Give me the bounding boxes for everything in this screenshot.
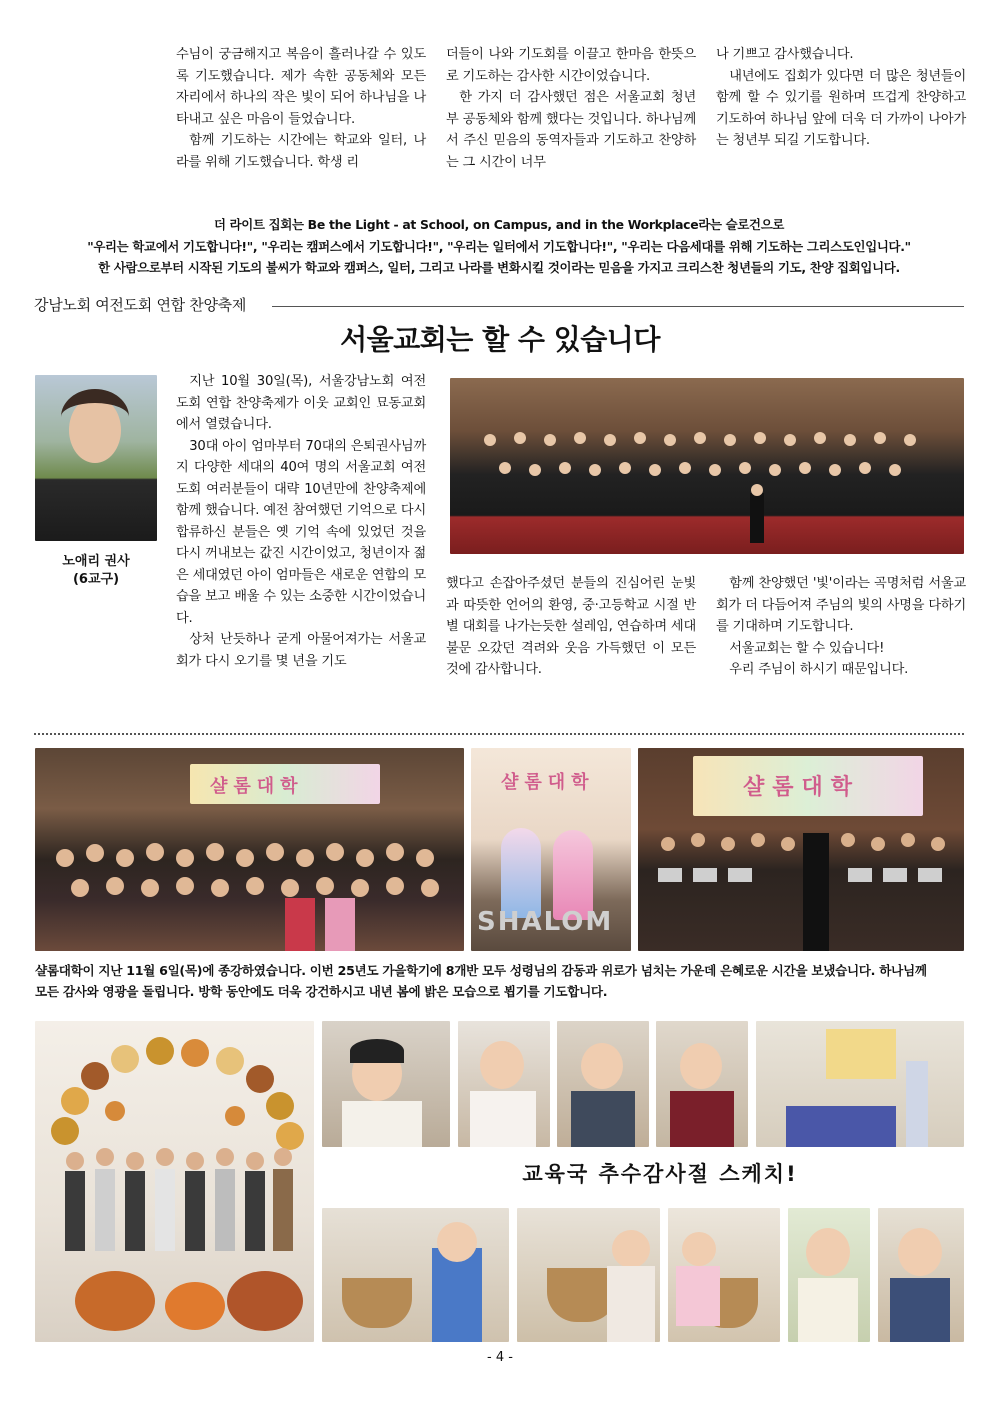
choir-photo [450,378,964,554]
balloon-group-photo [35,1021,314,1342]
shalom-group-photo [35,748,464,951]
section-rule [272,306,964,307]
article-column-a [176,371,426,672]
child-6-body [432,1248,482,1342]
child-10-head [898,1228,942,1276]
child-7-body [607,1266,655,1342]
edu-photo-1 [322,1021,450,1147]
edu-teacher [906,1061,928,1147]
author-group: (6교구) [72,572,120,587]
balloon-arch [35,1021,314,1342]
article-column-c [716,573,966,681]
edu-photo-10 [878,1208,964,1342]
top-col2-para-2: 한 가지 더 감사했던 점은 서울교회 청년부 공동체와 함께 했다는 것입니다. 하나님께서 주신 믿음의 동역자들과 기도하고 찬양하는 그 시간이 너무 [446,90,696,170]
top-col2-para-1: 더들이 나와 기도회를 이끌고 한마음 한뜻으로 기도하는 감사한 시간이었습니다. [446,47,696,84]
shalom-choir-photo [638,748,964,951]
basket-1 [342,1278,412,1328]
child-7-head [612,1230,650,1268]
author-portrait [35,375,157,541]
shalom-banner-1-text: 샬롬대학 [210,776,304,797]
article-a-para-3: 상처 난듯하나 굳게 아물어져가는 서울교회가 다시 오기를 몇 년을 기도 [176,632,426,669]
article-c-para-2: 서울교회는 할 수 있습니다! [729,640,885,656]
edu-photo-2 [458,1021,550,1147]
edu-photo-4 [656,1021,748,1147]
article-c-para-1: 함께 찬양했던 '빛'이라는 곡명처럼 서울교회가 더 다듬어져 주님의 빛의 사명을 다하기를 기대하며 기도합니다. [716,576,966,634]
light-rally-note [34,214,964,279]
shalom-banner-2-text: 샬롬대학 [501,772,595,793]
portrait-hair [61,389,129,445]
top-col1-para-1: 수님이 궁금해지고 복음이 흘러나갈 수 있도록 기도했습니다. 제가 속한 공동체와 모든 자리에서 하나의 작은 빛이 되어 하나님을 나타내고 싶은 마음이 들었습니다. [176,47,426,127]
edu-photo-3 [557,1021,649,1147]
light-note-line-1: 더 라이트 집회는 Be the Light - at School, on Campus, and in the Workplace라는 슬로건으로 [213,217,785,232]
article-a-para-1: 지난 10월 30일(목), 서울강남노회 여전도회 연합 찬양축제가 이웃 교회인 묘동교회에서 열렸습니다. [176,374,426,432]
child-2-body [470,1091,536,1147]
child-1-body [342,1101,422,1147]
dotted-divider [34,733,964,735]
top-col1-para-2: 함께 기도하는 시간에는 학교와 일터, 나라를 위해 기도했습니다. 학생 리 [176,133,426,170]
edu-table [786,1106,896,1147]
shalom-choir-people [638,748,964,951]
child-8-head [682,1232,716,1266]
child-9-head [806,1228,850,1276]
top-column-2 [446,44,696,173]
education-title: 교육국 추수감사절 스케치! [522,1162,798,1186]
shalom-dance-photo [471,748,631,951]
choir-rows [450,378,964,554]
shalom-caption-line-1: 샬롬대학이 지난 11월 6일(목)에 종강하였습니다. 이번 25년도 가을학기에 8개반 모두 성령님의 감동과 위로가 넘치는 가운데 은혜로운 시간을 보냈습니다. 하나님께 [35,963,927,978]
child-3-head [581,1043,623,1089]
light-note-line-3: 한 사람으로부터 시작된 기도의 불씨가 학교와 캠퍼스, 일터, 그리고 나라를 변화시킬 것이라는 믿음을 가지고 크리스찬 청년들의 기도, 찬양 집회입니다. [98,260,900,275]
edu-photo-8 [668,1208,780,1342]
shalom-banner-3-text: 샬롬대학 [743,775,861,800]
shalom-stage-letters: SHALOM [477,907,614,937]
edu-photo-6 [322,1208,509,1342]
article-b-para-1: 했다고 손잡아주셨던 분들의 진심어린 눈빛과 따뜻한 언어의 환영, 중·고등학교 시절 반별 대회를 나가는듯한 설레임, 연습하며 세대 불문 오갔던 격려와 웃음 가득했던 이 모든 것에 감사합니다. [446,576,696,677]
top-col3-para-2: 내년에도 집회가 있다면 더 많은 청년들이 함께 할 수 있기를 원하며 뜨겁게 찬양하고 기도하여 하나님 앞에 더욱 더 가까이 나아가는 청년부 되길 기도합니다. [716,68,966,148]
edu-photo-5 [756,1021,964,1147]
article-c-para-3: 우리 주님이 하시기 때문입니다. [729,662,909,677]
top-column-3 [716,44,966,152]
section-label: 강남노회 여전도회 연합 찬양축제 [34,296,247,314]
light-note-line-2: "우리는 학교에서 기도합니다!", "우리는 캠퍼스에서 기도합니다!", "우리는 일터에서 기도합니다!", "우리는 다음세대를 위해 기도하는 그리스도인입니다." [87,238,911,254]
child-1-hair [350,1039,404,1063]
top-column-1 [176,44,426,173]
headline: 서울교회는 할 수 있습니다 [340,323,660,356]
top-col3-para-1: 나 기쁘고 감사했습니다. [716,47,854,62]
child-9-body [798,1278,858,1342]
child-10-body [890,1278,950,1342]
page-number: - 4 - [487,1350,513,1365]
author-name: 노애리 권사 [62,554,130,569]
child-3-body [571,1091,635,1147]
article-a-para-2: 30대 아이 엄마부터 70대의 은퇴권사님까지 다양한 세대의 40여 명의 서울교회 여전도회 여러분들이 대략 10년만에 찬양축제에 함께 했습니다. 예전 참여했던 기억으로 다시 합류하신 분들은 옛 기억 속에 있었던 것을 다시 꺼내보는 값진 시간이었고, 청년이자 젊은 세대였던 아이 엄마들은 새로운 연합의 모습을 보고 배울 수 있는 소중한 시간이었습니다. [176,438,427,626]
child-6-head [437,1222,477,1262]
edu-photo-7 [517,1208,660,1342]
shalom-caption-line-2: 모든 감사와 영광을 돌립니다. 방학 동안에도 더욱 강건하시고 내년 봄에 밝은 모습으로 뵙기를 기도합니다. [35,984,608,999]
child-8-body [676,1266,720,1326]
shalom-group-people [35,748,464,951]
article-column-b [446,573,696,681]
child-4-body [670,1091,734,1147]
dancer-1 [501,828,541,918]
edu-banner [826,1029,896,1079]
child-2-head [480,1041,524,1089]
edu-photo-9 [788,1208,870,1342]
child-4-head [680,1043,722,1089]
shalom-caption [35,960,970,1002]
